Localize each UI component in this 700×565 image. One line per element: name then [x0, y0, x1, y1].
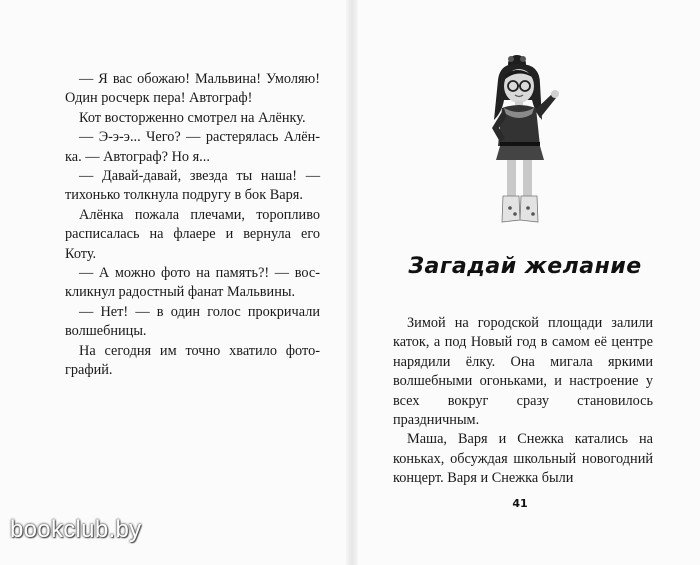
paragraph: — Э-э-э... Чего? — растерялась Алёнка. — Автограф? Но я...	[65, 129, 320, 165]
paragraph: Маша, Варя и Снежка катались на коньках, обсуждая школьный новогодний концерт. Варя и Снежка были	[393, 431, 653, 487]
paragraph: — А можно фото на память?! — воскликнул радостный фанат Мальвины.	[65, 265, 320, 301]
paragraph: — Я вас обожаю! Мальвина! Умоляю! Один росчерк пера! Автограф!	[65, 71, 320, 107]
paragraph: Кот восторженно смотрел на Алёнку.	[79, 109, 306, 126]
page-number: 41	[512, 497, 528, 510]
paragraph: — Давай-давай, звезда ты наша! — тихонько толкнула подругу в бок Варя.	[65, 168, 320, 204]
left-page-text	[65, 70, 320, 381]
paragraph: Зимой на городской площади залили каток, а под Новый год в самом её центре нарядили ёлку. Она мигала яркими волшебными огоньками, и настроение у всех вокруг сразу становилось праздничным.	[393, 315, 653, 429]
right-page-text	[393, 314, 653, 489]
chapter-title: Загадай желание	[408, 254, 642, 279]
watermark: bookclub.by	[10, 516, 142, 543]
paragraph: На сегодня им точно хватило фотографий.	[65, 342, 320, 379]
girl-illustration	[470, 50, 580, 230]
paragraph: Алёнка пожала плечами, торопливо расписалась на флаере и вернула его Коту.	[65, 206, 320, 262]
paragraph: — Нет! — в один голос прокричали волшебницы.	[65, 303, 320, 340]
